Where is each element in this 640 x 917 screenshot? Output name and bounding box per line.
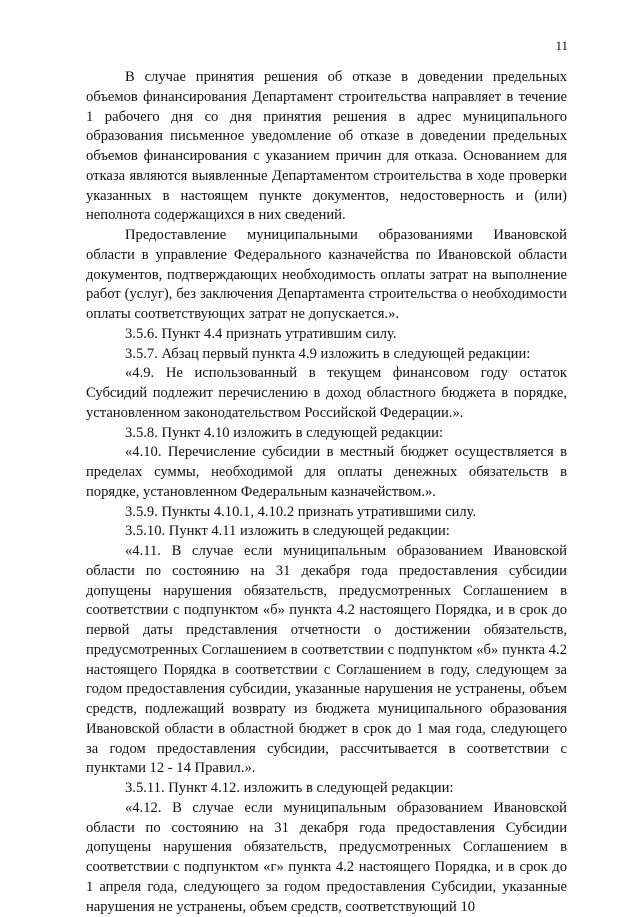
document-body bbox=[86, 68, 567, 917]
paragraph-refusal-notice: В случае принятия решения об отказе в доведении предельных объемов финансирования Департамент строительства направляет в течение 1 рабочего дня со дня принятия решения в адрес муниципального образования письменное уведомление об отказе в доведении предельных объемов финансирования с указанием причин для отказа. Основанием для отказа являются выявленные Департаментом строительства в ходе проверки указанных в настоящем пункте документов, недостоверность и (или) неполнота содержащихся в них сведений. bbox=[86, 69, 567, 224]
paragraph-3-5-8: 3.5.8. Пункт 4.10 изложить в следующей редакции: bbox=[125, 424, 444, 441]
paragraph-treasury-documents: Предоставление муниципальными образованиями Ивановской области в управление Федерального казначейства по Ивановской области документов, подтверждающих необходимость оплаты затрат на выполнение работ (услуг), без заключения Департамента строительства о необходимости оплаты соответствующих затрат не допускается.». bbox=[86, 227, 567, 322]
paragraph-clause-4-9: «4.9. Не использованный в текущем финансовом году остаток Субсидий подлежит перечислению в доход областного бюджета в порядке, установленном законодательством Российской Федерации.». bbox=[86, 365, 567, 421]
paragraph-3-5-6: 3.5.6. Пункт 4.4 признать утратившим силу. bbox=[125, 325, 397, 342]
page-number: 11 bbox=[555, 38, 568, 53]
paragraph-clause-4-10: «4.10. Перечисление субсидии в местный бюджет осуществляется в пределах суммы, необходимой для оплаты денежных обязательств в порядке, установленном Федеральным казначейством.». bbox=[86, 444, 567, 500]
paragraph-clause-4-12: «4.12. В случае если муниципальным образованием Ивановской области по состоянию на 31 декабря года предоставления Субсидии допущены нарушения обязательств, предусмотренных Соглашением в соответствии с подпунктом «г» пункта 4.2 настоящего Порядка, и в срок до 1 апреля года, следующего за годом предоставления Субсидии, указанные нарушения не устранены, объем средств, соответствующий 10 bbox=[86, 799, 567, 915]
paragraph-3-5-10: 3.5.10. Пункт 4.11 изложить в следующей редакции: bbox=[125, 523, 450, 540]
paragraph-3-5-9: 3.5.9. Пункты 4.10.1, 4.10.2 признать утратившими силу. bbox=[125, 503, 477, 520]
paragraph-clause-4-11: «4.11. В случае если муниципальным образованием Ивановской области по состоянию на 31 декабря года предоставления субсидии допущены нарушения обязательств, предусмотренных Соглашением в соответствии с подпунктом «б» пункта 4.2 настоящего Порядка, и в срок до первой даты представления отчетности о достижении обязательств, предусмотренных Соглашением в соответствии с подпунктом «б» пункта 4.2 настоящего Порядка в соответствии с Соглашением в году, следующем за годом предоставления субсидии, указанные нарушения не устранены, объем средств, подлежащий возврату из бюджета муниципального образования Ивановской области в областной бюджет в срок до 1 мая года, следующего за годом предоставления субсидии, рассчитывается в соответствии с пунктами 12 - 14 Правил.». bbox=[86, 543, 567, 777]
paragraph-3-5-11: 3.5.11. Пункт 4.12. изложить в следующей редакции: bbox=[125, 780, 454, 796]
paragraph-3-5-7: 3.5.7. Абзац первый пункта 4.9 изложить в следующей редакции: bbox=[125, 345, 531, 362]
